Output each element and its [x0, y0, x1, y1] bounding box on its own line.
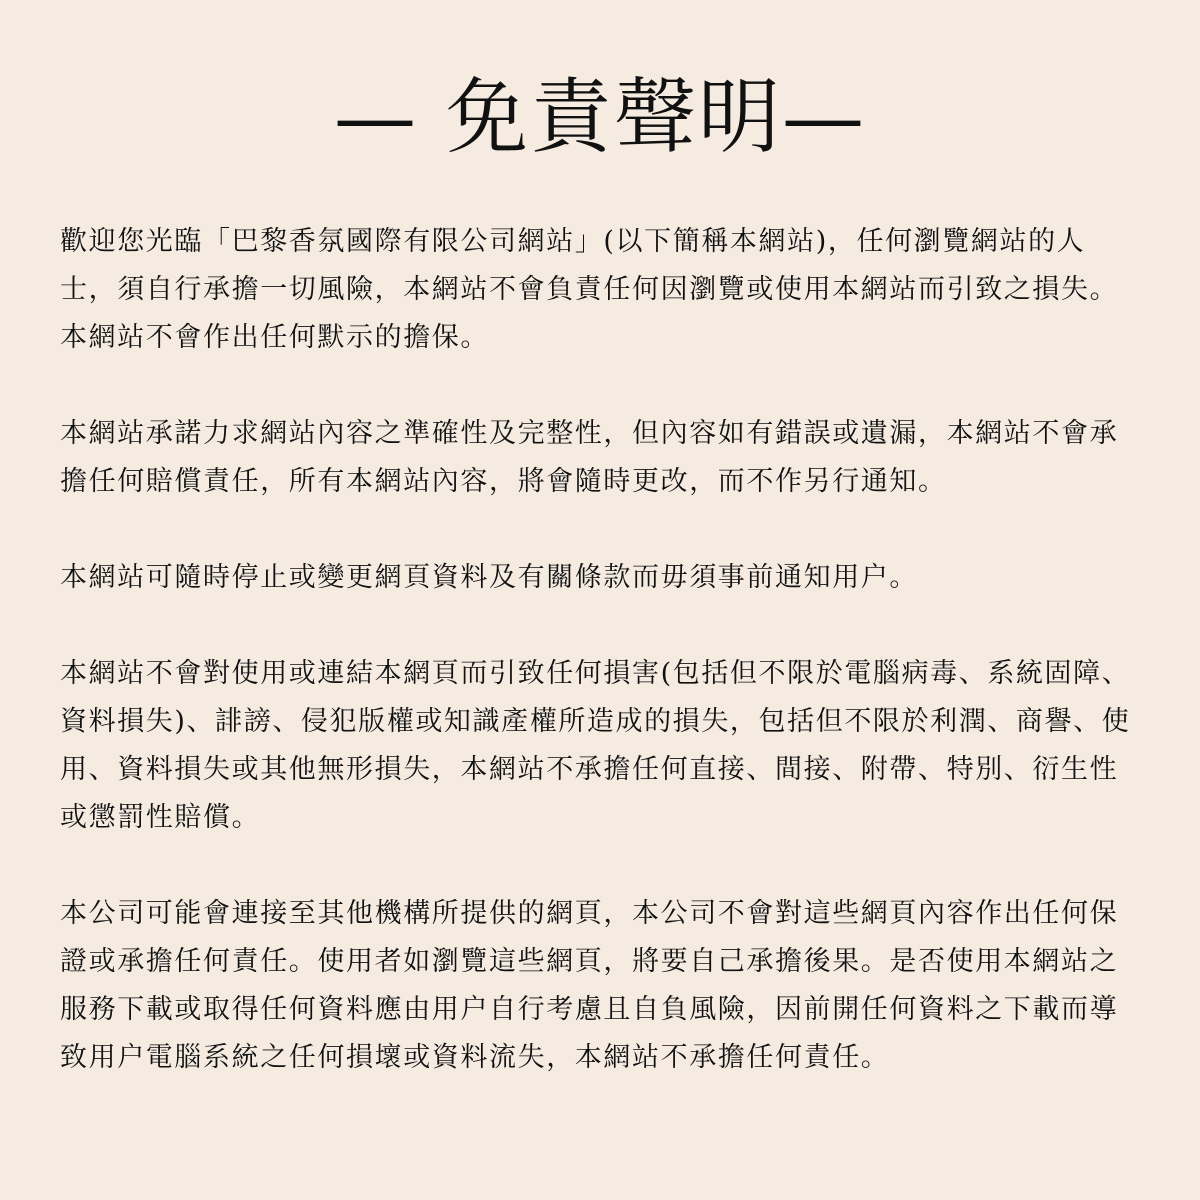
disclaimer-paragraph-3: 本網站可隨時停止或變更網頁資料及有關條款而毋須事前通知用户。: [60, 562, 918, 593]
page-title: — 免責聲明—: [333, 70, 867, 165]
disclaimer-paragraph-5: 本公司可能會連接至其他機構所提供的網頁，本公司不會對這些網頁內容作出任何保證或承擔任何責任。使用者如瀏覽這些網頁，將要自己承擔後果。是否使用本網站之服務下載或取得任何資料應由用户自行考慮且自負風險，因前開任何資料之下載而導致用户電腦系統之任何損壞或資料流失，本網站不承擔任何責任。: [60, 898, 1119, 1073]
disclaimer-paragraph-1: 歡迎您光臨「巴黎香氛國際有限公司網站」(以下簡稱本網站)，任何瀏覽網站的人士，須自行承擔一切風險，本網站不會負責任何因瀏覽或使用本網站而引致之損失。本網站不會作出任何默示的擔保。: [60, 226, 1119, 353]
disclaimer-paragraph-4: 本網站不會對使用或連結本網頁而引致任何損害(包括但不限於電腦病毒、系統固障、資料損失)、誹謗、侵犯版權或知識產權所造成的損失，包括但不限於利潤、商譽、使用、資料損失或其他無形損失，本網站不承擔任何直接、間接、附帶、特別、衍生性或懲罰性賠償。: [60, 658, 1131, 833]
disclaimer-paragraph-2: 本網站承諾力求網站內容之準確性及完整性，但內容如有錯誤或遺漏，本網站不會承擔任何賠償責任，所有本網站內容，將會隨時更改，而不作另行通知。: [60, 418, 1119, 497]
disclaimer-content: [60, 218, 1135, 1082]
